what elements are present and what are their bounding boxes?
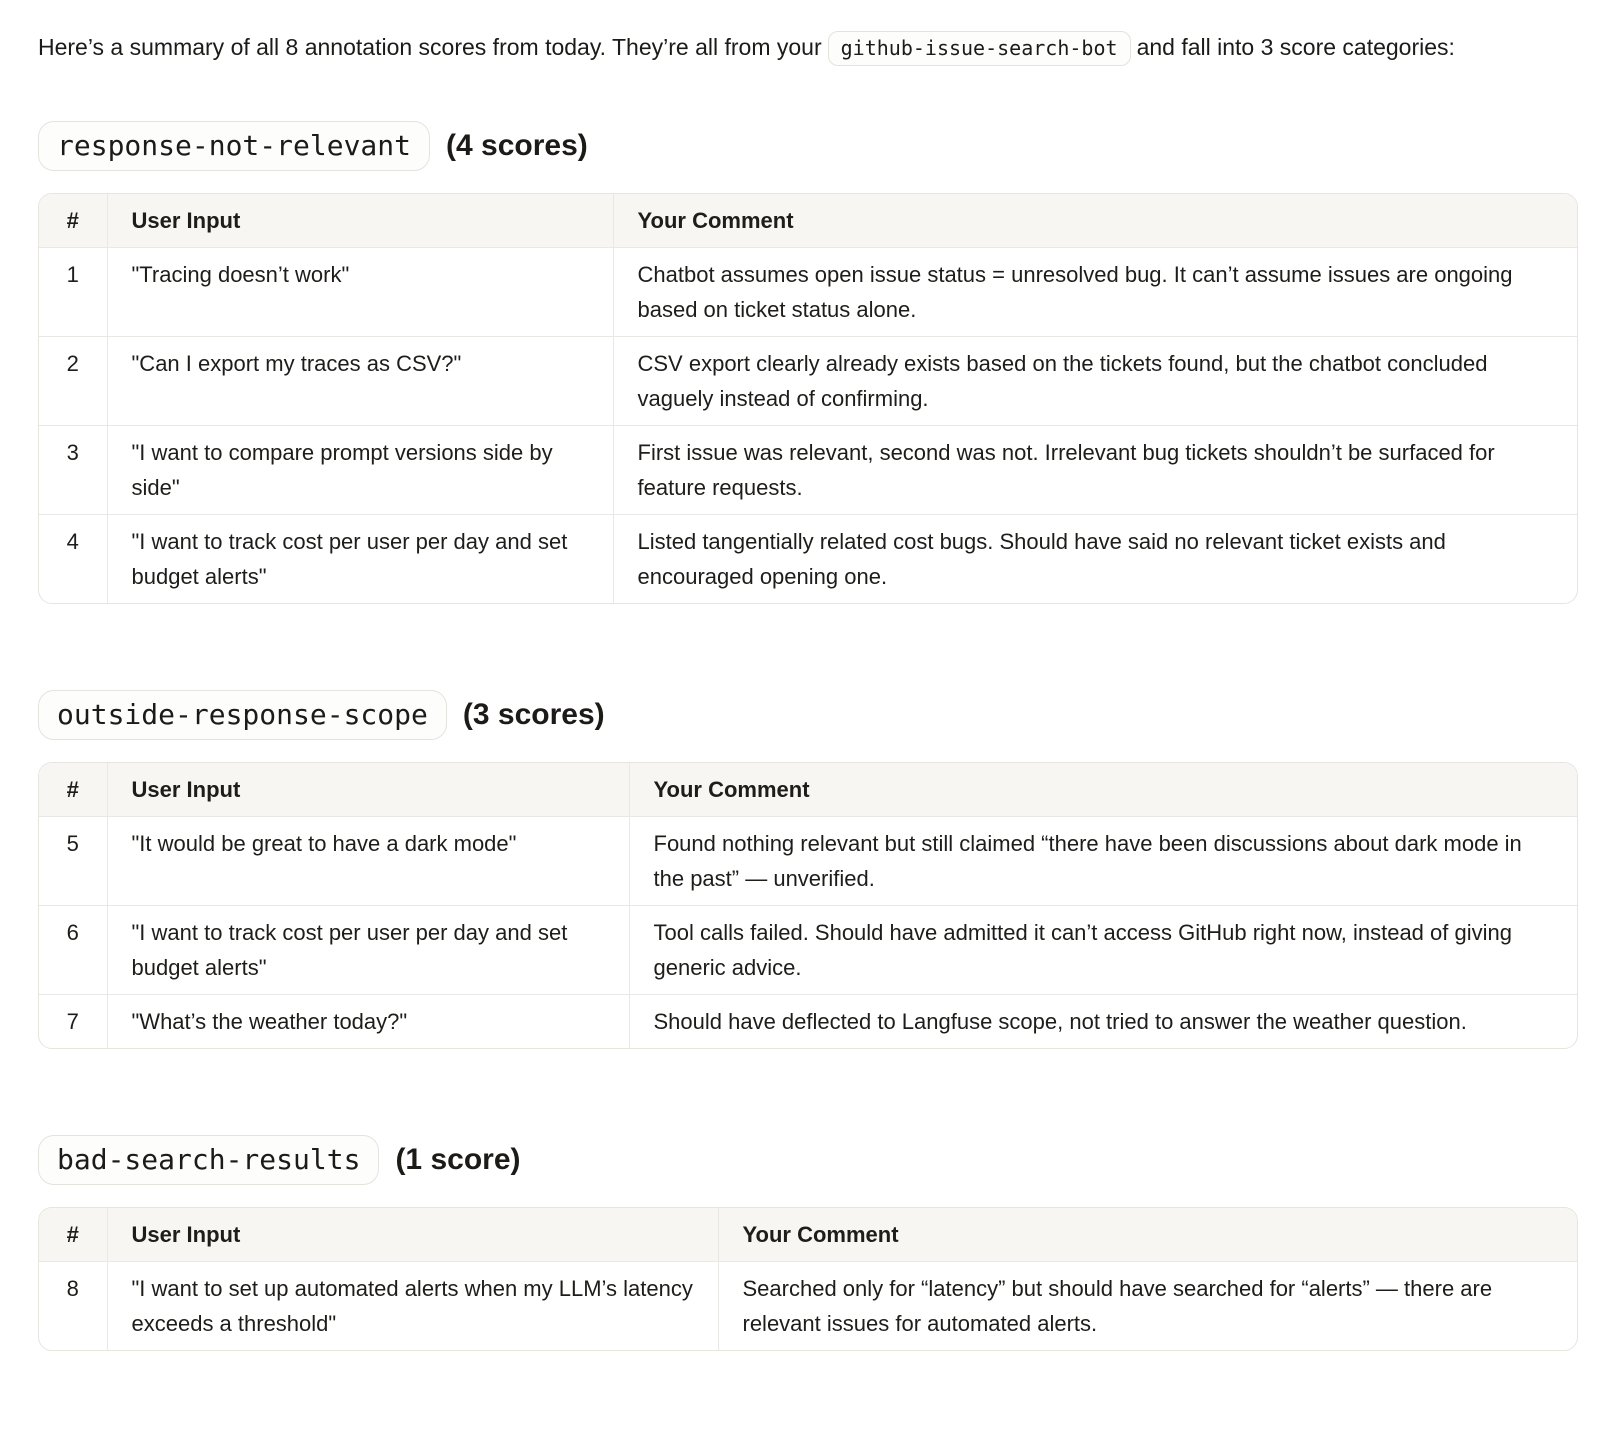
comment-cell: Found nothing relevant but still claimed “there have been discussions about dark mode in the past” — unverified. bbox=[629, 817, 1577, 906]
row-number-cell: 3 bbox=[39, 426, 107, 515]
row-number-cell: 7 bbox=[39, 995, 107, 1049]
row-number-cell: 1 bbox=[39, 248, 107, 337]
user-input-cell: "Can I export my traces as CSV?" bbox=[107, 337, 613, 426]
section-heading bbox=[38, 1135, 1578, 1185]
user-input-cell: "I want to track cost per user per day and set budget alerts" bbox=[107, 515, 613, 604]
col-header-comment: Your Comment bbox=[718, 1208, 1577, 1262]
score-category-section bbox=[38, 690, 1578, 1049]
intro-text-before: Here’s a summary of all 8 annotation scores from today. They’re all from your bbox=[38, 34, 822, 60]
row-number-cell: 8 bbox=[39, 1262, 107, 1351]
col-header-input: User Input bbox=[107, 763, 629, 817]
table-row bbox=[39, 426, 1577, 515]
scores-table-container bbox=[38, 762, 1578, 1049]
score-category-pill: bad-search-results bbox=[38, 1135, 379, 1185]
table-body bbox=[39, 1262, 1577, 1351]
score-category-section bbox=[38, 1135, 1578, 1351]
comment-cell: First issue was relevant, second was not. Irrelevant bug tickets shouldn’t be surfaced for feature requests. bbox=[613, 426, 1577, 515]
table-header-row bbox=[39, 194, 1577, 248]
user-input-cell: "I want to track cost per user per day and set budget alerts" bbox=[107, 906, 629, 995]
col-header-comment: Your Comment bbox=[613, 194, 1577, 248]
col-header-input: User Input bbox=[107, 1208, 718, 1262]
col-header-input: User Input bbox=[107, 194, 613, 248]
comment-cell: Should have deflected to Langfuse scope, not tried to answer the weather question. bbox=[629, 995, 1577, 1049]
table-row bbox=[39, 906, 1577, 995]
intro-paragraph bbox=[38, 24, 1568, 71]
table-row bbox=[39, 337, 1577, 426]
comment-cell: Chatbot assumes open issue status = unresolved bug. It can’t assume issues are ongoing based on ticket status alone. bbox=[613, 248, 1577, 337]
scores-table bbox=[39, 763, 1577, 1048]
row-number-cell: 2 bbox=[39, 337, 107, 426]
scores-table-container bbox=[38, 193, 1578, 604]
user-input-cell: "I want to set up automated alerts when my LLM’s latency exceeds a threshold" bbox=[107, 1262, 718, 1351]
table-row bbox=[39, 515, 1577, 604]
comment-cell: Searched only for “latency” but should have searched for “alerts” — there are relevant issues for automated alerts. bbox=[718, 1262, 1577, 1351]
table-body bbox=[39, 817, 1577, 1049]
row-number-cell: 4 bbox=[39, 515, 107, 604]
comment-cell: CSV export clearly already exists based on the tickets found, but the chatbot concluded vaguely instead of confirming. bbox=[613, 337, 1577, 426]
user-input-cell: "What’s the weather today?" bbox=[107, 995, 629, 1049]
score-category-pill: outside-response-scope bbox=[38, 690, 447, 740]
user-input-cell: "I want to compare prompt versions side by side" bbox=[107, 426, 613, 515]
section-heading bbox=[38, 121, 1578, 171]
score-category-pill: response-not-relevant bbox=[38, 121, 430, 171]
table-row bbox=[39, 1262, 1577, 1351]
scores-table bbox=[39, 194, 1577, 603]
col-header-comment: Your Comment bbox=[629, 763, 1577, 817]
comment-cell: Listed tangentially related cost bugs. Should have said no relevant ticket exists and encouraged opening one. bbox=[613, 515, 1577, 604]
scores-table bbox=[39, 1208, 1577, 1350]
score-count-label: (3 scores) bbox=[462, 698, 605, 731]
table-row bbox=[39, 248, 1577, 337]
score-count-label: (4 scores) bbox=[446, 129, 588, 162]
col-header-num: # bbox=[39, 194, 107, 248]
sections-container bbox=[38, 121, 1578, 1351]
table-row bbox=[39, 817, 1577, 906]
row-number-cell: 5 bbox=[39, 817, 107, 906]
table-body bbox=[39, 248, 1577, 604]
scores-table-container bbox=[38, 1207, 1578, 1351]
user-input-cell: "It would be great to have a dark mode" bbox=[107, 817, 629, 906]
section-heading bbox=[38, 690, 1578, 740]
table-header-row bbox=[39, 1208, 1577, 1262]
col-header-num: # bbox=[39, 1208, 107, 1262]
table-row bbox=[39, 995, 1577, 1049]
score-count-label: (1 score) bbox=[395, 1143, 521, 1176]
comment-cell: Tool calls failed. Should have admitted it can’t access GitHub right now, instead of giving generic advice. bbox=[629, 906, 1577, 995]
score-category-section bbox=[38, 121, 1578, 604]
intro-text-after: and fall into 3 score categories: bbox=[1136, 34, 1455, 60]
user-input-cell: "Tracing doesn’t work" bbox=[107, 248, 613, 337]
project-name-code: github-issue-search-bot bbox=[828, 31, 1131, 66]
table-header-row bbox=[39, 763, 1577, 817]
row-number-cell: 6 bbox=[39, 906, 107, 995]
col-header-num: # bbox=[39, 763, 107, 817]
